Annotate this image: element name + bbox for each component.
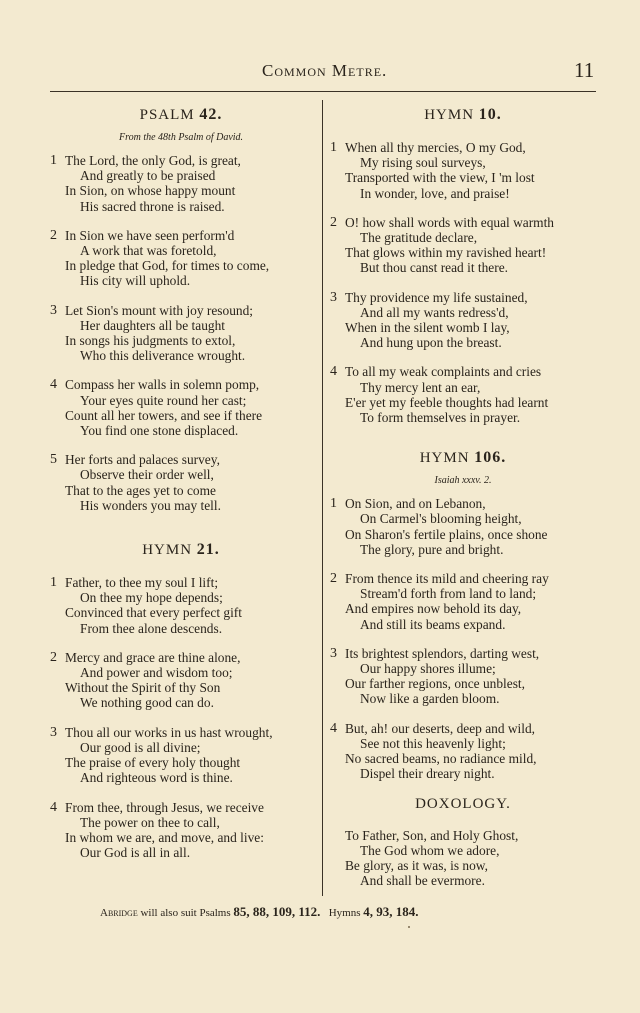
psalm-42-source: From the 48th Psalm of David. bbox=[118, 132, 244, 143]
verse-line: You find one stone displaced. bbox=[80, 423, 239, 439]
verse-line: Our farther regions, once unblest, bbox=[345, 676, 525, 692]
verse-line: Dispel their dreary night. bbox=[360, 766, 495, 782]
verse-line: My rising soul surveys, bbox=[360, 155, 486, 171]
hymn-21-stanzas bbox=[50, 575, 312, 860]
stanza bbox=[330, 215, 596, 276]
hymn-106-title: HYMN 106. bbox=[419, 449, 507, 467]
stanza bbox=[50, 228, 312, 289]
footer-text-psalms: will also suit Psalms bbox=[137, 907, 234, 919]
stanza bbox=[50, 153, 312, 214]
hymn-106-source: Isaiah xxxv. 2. bbox=[434, 475, 492, 487]
stanza-number: 3 bbox=[50, 302, 57, 318]
verse-line: From thee, through Jesus, we receive bbox=[65, 799, 264, 815]
verse-line: The Lord, the only God, is great, bbox=[65, 153, 241, 168]
verse-line: Convinced that every perfect gift bbox=[65, 605, 242, 621]
verse-line: Our good is all divine; bbox=[80, 739, 201, 755]
verse-line: And empires now behold its day, bbox=[345, 601, 522, 617]
hymn-10-stanzas bbox=[330, 140, 596, 425]
verse-line: Count all her towers, and see if there bbox=[65, 407, 263, 423]
verse-line: Our God is all in all. bbox=[80, 845, 191, 861]
footer-note bbox=[100, 904, 418, 920]
verse-line: Let Sion's mount with joy resound; bbox=[65, 302, 254, 318]
hymn-21-title: HYMN 21. bbox=[142, 541, 220, 559]
verse-line: Our happy shores illume; bbox=[360, 661, 496, 677]
right-column bbox=[330, 100, 596, 902]
stanza bbox=[50, 725, 312, 786]
verse-line: That to the ages yet to come bbox=[65, 482, 216, 498]
verse-line: But, ah! our deserts, deep and wild, bbox=[345, 720, 536, 736]
hymn-10-title: HYMN 10. bbox=[424, 106, 502, 123]
verse-line: O! how shall words with equal warmth bbox=[345, 214, 555, 230]
stanza-number: 3 bbox=[330, 645, 337, 661]
stanza bbox=[50, 452, 312, 513]
verse-line: But thou canst read it there. bbox=[360, 260, 508, 276]
verse-line: His wonders you may tell. bbox=[80, 497, 221, 513]
stanza bbox=[330, 721, 596, 782]
stanza-number: 4 bbox=[330, 720, 337, 736]
verse-line: His city will uphold. bbox=[80, 273, 191, 289]
verse-line: Thy mercy lent an ear, bbox=[360, 379, 481, 395]
doxology-stanza bbox=[330, 828, 596, 889]
psalm-42-title: PSALM 42. bbox=[139, 106, 223, 123]
verse-line: His sacred throne is raised. bbox=[80, 198, 225, 214]
verse-line: To form themselves in prayer. bbox=[360, 410, 521, 426]
verse-line: And all my wants redress'd, bbox=[360, 304, 509, 320]
stanza bbox=[330, 646, 596, 707]
psalm-42-stanzas bbox=[50, 153, 312, 513]
stanza-number: 1 bbox=[330, 140, 337, 155]
verse-line: And hung upon the breast. bbox=[360, 335, 502, 351]
verse-line: On Carmel's blooming height, bbox=[360, 511, 522, 527]
stanza bbox=[50, 800, 312, 861]
verse-line: Her daughters all be taught bbox=[80, 317, 226, 333]
verse-line: The God whom we adore, bbox=[360, 842, 500, 858]
verse-line: No sacred beams, no radiance mild, bbox=[345, 751, 537, 767]
stanza-number: 3 bbox=[50, 724, 57, 740]
footer-psalm-numbers: 85, 88, 109, 112. bbox=[233, 904, 321, 919]
verse-line: A work that was foretold, bbox=[80, 243, 217, 259]
verse-line: Without the Spirit of thy Son bbox=[65, 680, 221, 696]
doxology-title: DOXOLOGY. bbox=[415, 795, 511, 812]
verse-line: To all my weak complaints and cries bbox=[345, 364, 542, 380]
page-number: 11 bbox=[574, 58, 595, 82]
verse-line: In songs his judgments to extol, bbox=[65, 333, 236, 349]
verse-line: From thee alone descends. bbox=[80, 620, 223, 636]
stanza-number: 4 bbox=[50, 377, 57, 393]
verse-line: Its brightest splendors, darting west, bbox=[345, 645, 540, 661]
verse-line: The glory, pure and bright. bbox=[360, 541, 504, 557]
stanza-number: 1 bbox=[50, 575, 57, 591]
verse-line: And shall be evermore. bbox=[360, 873, 485, 889]
verse-line: In Sion we have seen perform'd bbox=[65, 227, 235, 243]
stanza-number: 5 bbox=[50, 452, 57, 468]
verse-line: And still its beams expand. bbox=[360, 616, 506, 632]
verse-line: When all thy mercies, O my God, bbox=[345, 140, 526, 155]
verse-line: On Sharon's fertile plains, once shone bbox=[345, 526, 548, 542]
verse-line: Transported with the view, I 'm lost bbox=[345, 170, 535, 186]
verse-line: When in the silent womb I lay, bbox=[345, 320, 510, 336]
footer-hymn-numbers: 4, 93, 184. bbox=[363, 904, 419, 919]
verse-line: In Sion, on whose happy mount bbox=[65, 183, 236, 199]
verse-line: Thy providence my life sustained, bbox=[345, 289, 528, 305]
stanza bbox=[330, 290, 596, 351]
verse-line: E'er yet my feeble thoughts had learnt bbox=[345, 394, 549, 410]
page-header bbox=[0, 58, 640, 88]
verse-line: Compass her walls in solemn pomp, bbox=[65, 377, 260, 393]
verse-line: And power and wisdom too; bbox=[80, 665, 233, 681]
stanza-number: 2 bbox=[330, 214, 337, 230]
verse-line: Now like a garden bloom. bbox=[360, 691, 500, 707]
stanza bbox=[50, 303, 312, 364]
footer-abridge: Abridge bbox=[100, 907, 138, 919]
stanza-number: 4 bbox=[50, 799, 57, 815]
verse-line: Your eyes quite round her cast; bbox=[80, 392, 247, 408]
stanza bbox=[330, 571, 596, 632]
verse-line: Who this deliverance wrought. bbox=[80, 348, 246, 364]
stanza bbox=[330, 140, 596, 201]
verse-line: And righteous word is thine. bbox=[80, 770, 233, 786]
stanza bbox=[330, 364, 596, 425]
stanza bbox=[50, 575, 312, 636]
verse-line: The power on thee to call, bbox=[80, 814, 220, 830]
stanza-number: 4 bbox=[330, 364, 337, 380]
column-divider bbox=[322, 100, 323, 896]
stanza-number: 3 bbox=[330, 289, 337, 305]
verse-line: The praise of every holy thought bbox=[65, 755, 241, 771]
running-title: Common Metre. bbox=[262, 61, 388, 80]
verse-line: On Sion, and on Lebanon, bbox=[345, 496, 486, 512]
verse-line: From thence its mild and cheering ray bbox=[345, 571, 549, 587]
stanza-number: 1 bbox=[330, 496, 337, 512]
verse-line: Father, to thee my soul I lift; bbox=[65, 575, 219, 591]
stanza bbox=[330, 496, 596, 557]
verse-line: In whom we are, and move, and live: bbox=[65, 829, 264, 845]
header-rule bbox=[50, 91, 596, 92]
verse-line: Mercy and grace are thine alone, bbox=[65, 649, 241, 665]
stanza-number: 1 bbox=[50, 153, 57, 168]
verse-line: In wonder, love, and praise! bbox=[360, 185, 510, 201]
footer-text-hymns: Hymns bbox=[320, 907, 364, 919]
verse-line: We nothing good can do. bbox=[80, 695, 214, 711]
verse-line: In pledge that God, for times to come, bbox=[65, 258, 270, 274]
verse-line: The gratitude declare, bbox=[360, 230, 478, 246]
hymn-106-stanzas bbox=[330, 496, 596, 781]
verse-line: Her forts and palaces survey, bbox=[65, 452, 220, 468]
verse-line: Thou all our works in us hast wrought, bbox=[65, 724, 273, 740]
left-column bbox=[50, 100, 312, 874]
stanza bbox=[50, 377, 312, 438]
verse-line: Observe their order well, bbox=[80, 467, 214, 483]
verse-line: See not this heavenly light; bbox=[360, 735, 506, 751]
stanza-number: 2 bbox=[50, 227, 57, 243]
verse-line: And greatly to be praised bbox=[80, 168, 216, 184]
stanza-number: 2 bbox=[330, 571, 337, 587]
verse-line: To Father, Son, and Holy Ghost, bbox=[345, 827, 519, 843]
footer-mark bbox=[408, 926, 410, 928]
stanza bbox=[50, 650, 312, 711]
verse-line: That glows within my ravished heart! bbox=[345, 245, 547, 261]
verse-line: Be glory, as it was, is now, bbox=[345, 857, 488, 873]
verse-line: On thee my hope depends; bbox=[80, 590, 223, 606]
verse-line: Stream'd forth from land to land; bbox=[360, 586, 537, 602]
stanza-number: 2 bbox=[50, 649, 57, 665]
